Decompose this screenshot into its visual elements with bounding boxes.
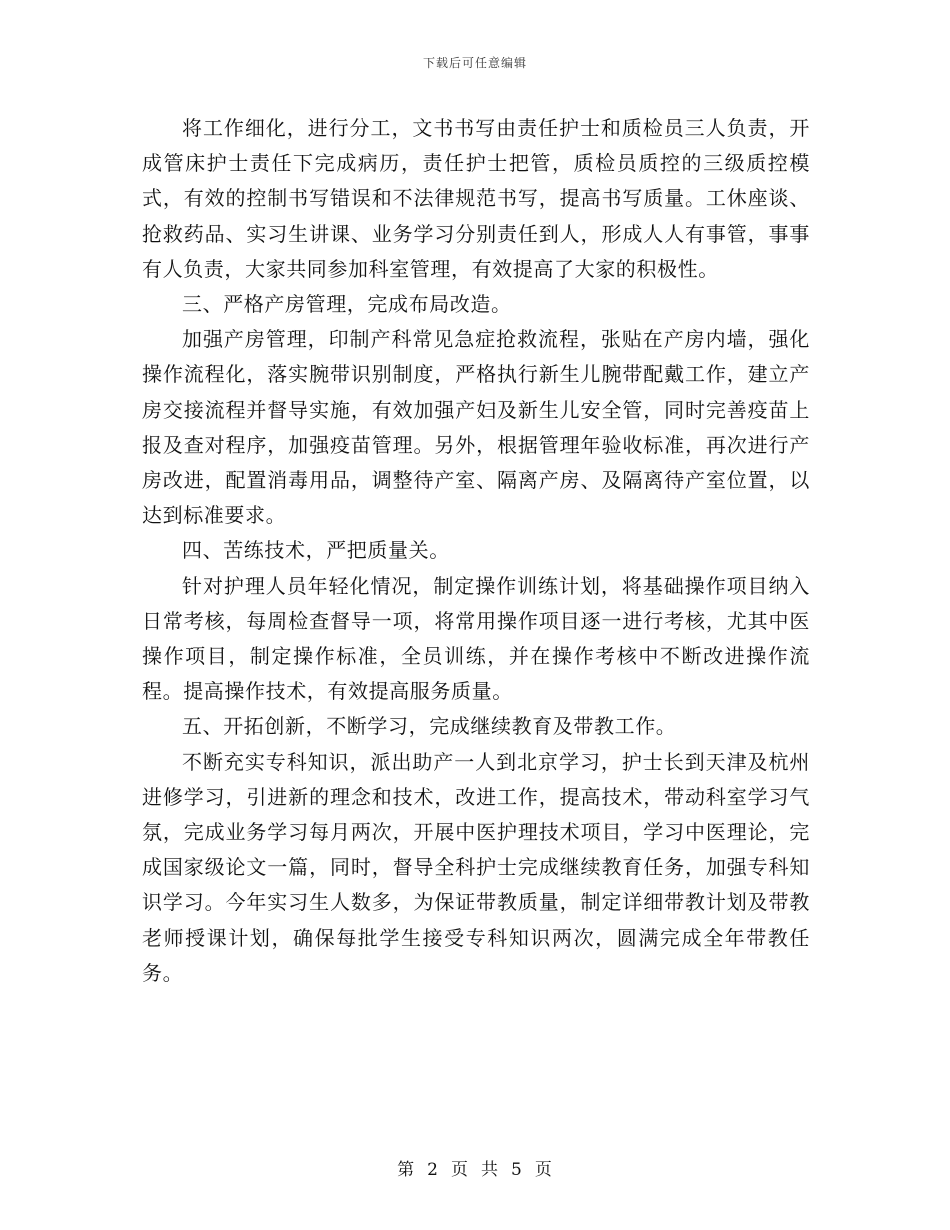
page-header: 下载后可任意编辑	[422, 56, 527, 70]
body-paragraph: 不断充实专科知识，派出助产一人到北京学习，护士长到天津及杭州进修学习，引进新的理念和技术，改进工作，提高技术，带动科室学习气氛，完成业务学习每月两次，开展中医护理技术项目，学习中医理论，完成国家级论文一篇，同时，督导全科护士完成继续教育任务，加强专科知识学习。今年实习生人数多，为保证带教质量，制定详细带教计划及带教老师授课计划，确保每批学生接受专科知识两次，圆满完成全年带教任务。	[142, 749, 810, 985]
total-pages-number: 5	[511, 1160, 523, 1180]
section-heading: 三、严格产房管理，完成布局改造。	[182, 292, 512, 317]
document-body	[142, 111, 810, 991]
footer-total-word: 共	[481, 1160, 499, 1180]
section-heading: 四、苦练技术，严把质量关。	[182, 538, 450, 563]
body-paragraph: 加强产房管理，印制产科常见急症抢救流程，张贴在产房内墙，强化操作流程化，落实腕带识别制度，严格执行新生儿腕带配戴工作，建立产房交接流程并督导实施，有效加强产妇及新生儿安全管，同时完善疫苗上报及查对程序，加强疫苗管理。另外，根据管理年验收标准，再次进行产房改进，配置消毒用品，调整待产室、隔离产房、及隔离待产室位置，以达到标准要求。	[142, 327, 810, 528]
footer-prefix: 第	[397, 1160, 416, 1180]
section-heading: 五、开拓创新，不断学习，完成继续教育及带教工作。	[182, 714, 677, 739]
footer-page-unit: 页	[451, 1160, 469, 1180]
current-page-number: 2	[427, 1160, 439, 1180]
body-paragraph: 针对护理人员年轻化情况，制定操作训练计划，将基础操作项目纳入日常考核，每周检查督导一项，将常用操作项目逐一进行考核，尤其中医操作项目，制定操作标准，全员训练，并在操作考核中不断改进操作流程。提高操作技术，有效提高服务质量。	[142, 573, 810, 704]
body-paragraph: 将工作细化，进行分工，文书书写由责任护士和质检员三人负责，开成管床护士责任下完成病历，责任护士把管，质检员质控的三级质控模式，有效的控制书写错误和不法律规范书写，提高书写质量。工休座谈、抢救药品、实习生讲课、业务学习分别责任到人，形成人人有事管，事事有人负责，大家共同参加科室管理，有效提高了大家的积极性。	[142, 116, 810, 281]
footer-total-unit: 页	[534, 1160, 553, 1180]
page-number-footer	[0, 1155, 950, 1180]
